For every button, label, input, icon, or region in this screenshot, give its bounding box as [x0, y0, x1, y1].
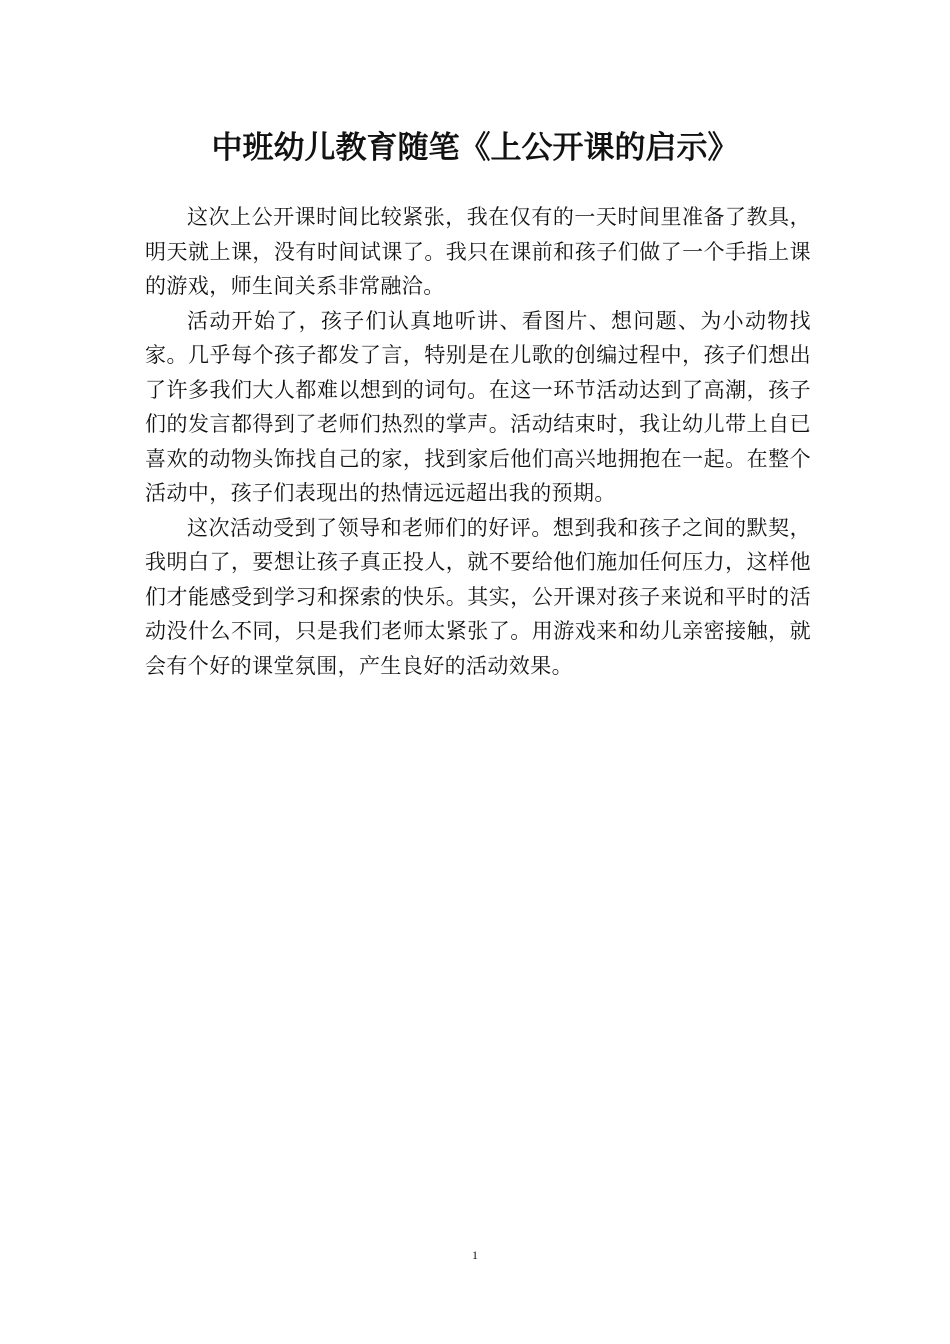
paragraph-2: 活动开始了，孩子们认真地听讲、看图片、想问题、为小动物找家。几乎每个孩子都发了言，特别是在儿歌的创编过程中，孩子们想出了许多我们大人都难以想到的词句。在这一环节活动达到了高潮，孩子们的发言都得到了老师们热烈的掌声。活动结束时，我让幼儿带上自已喜欢的动物头饰找自己的家，找到家后他们高兴地拥抱在一起。在整个活动中，孩子们表现出的热情远远超出我的预期。	[145, 308, 811, 505]
document-title: 中班幼儿教育随笔《上公开课的启示》	[211, 130, 739, 166]
page-number: 1	[472, 1248, 478, 1262]
paragraph-3: 这次活动受到了领导和老师们的好评。想到我和孩子之间的默契，我明白了，要想让孩子真正投人，就不要给他们施加任何压力，这样他们才能感受到学习和探索的快乐。其实，公开课对孩子来说和平时的活动没什么不同，只是我们老师太紧张了。用游戏来和幼儿亲密接触，就会有个好的课堂氛围，产生良好的活动效果。	[145, 515, 811, 678]
document-body	[145, 200, 811, 683]
paragraph-1: 这次上公开课时间比较紧张，我在仅有的一天时间里准备了教具，明天就上课，没有时间试课了。我只在课前和孩子们做了一个手指上课的游戏，师生间关系非常融洽。	[145, 205, 811, 298]
